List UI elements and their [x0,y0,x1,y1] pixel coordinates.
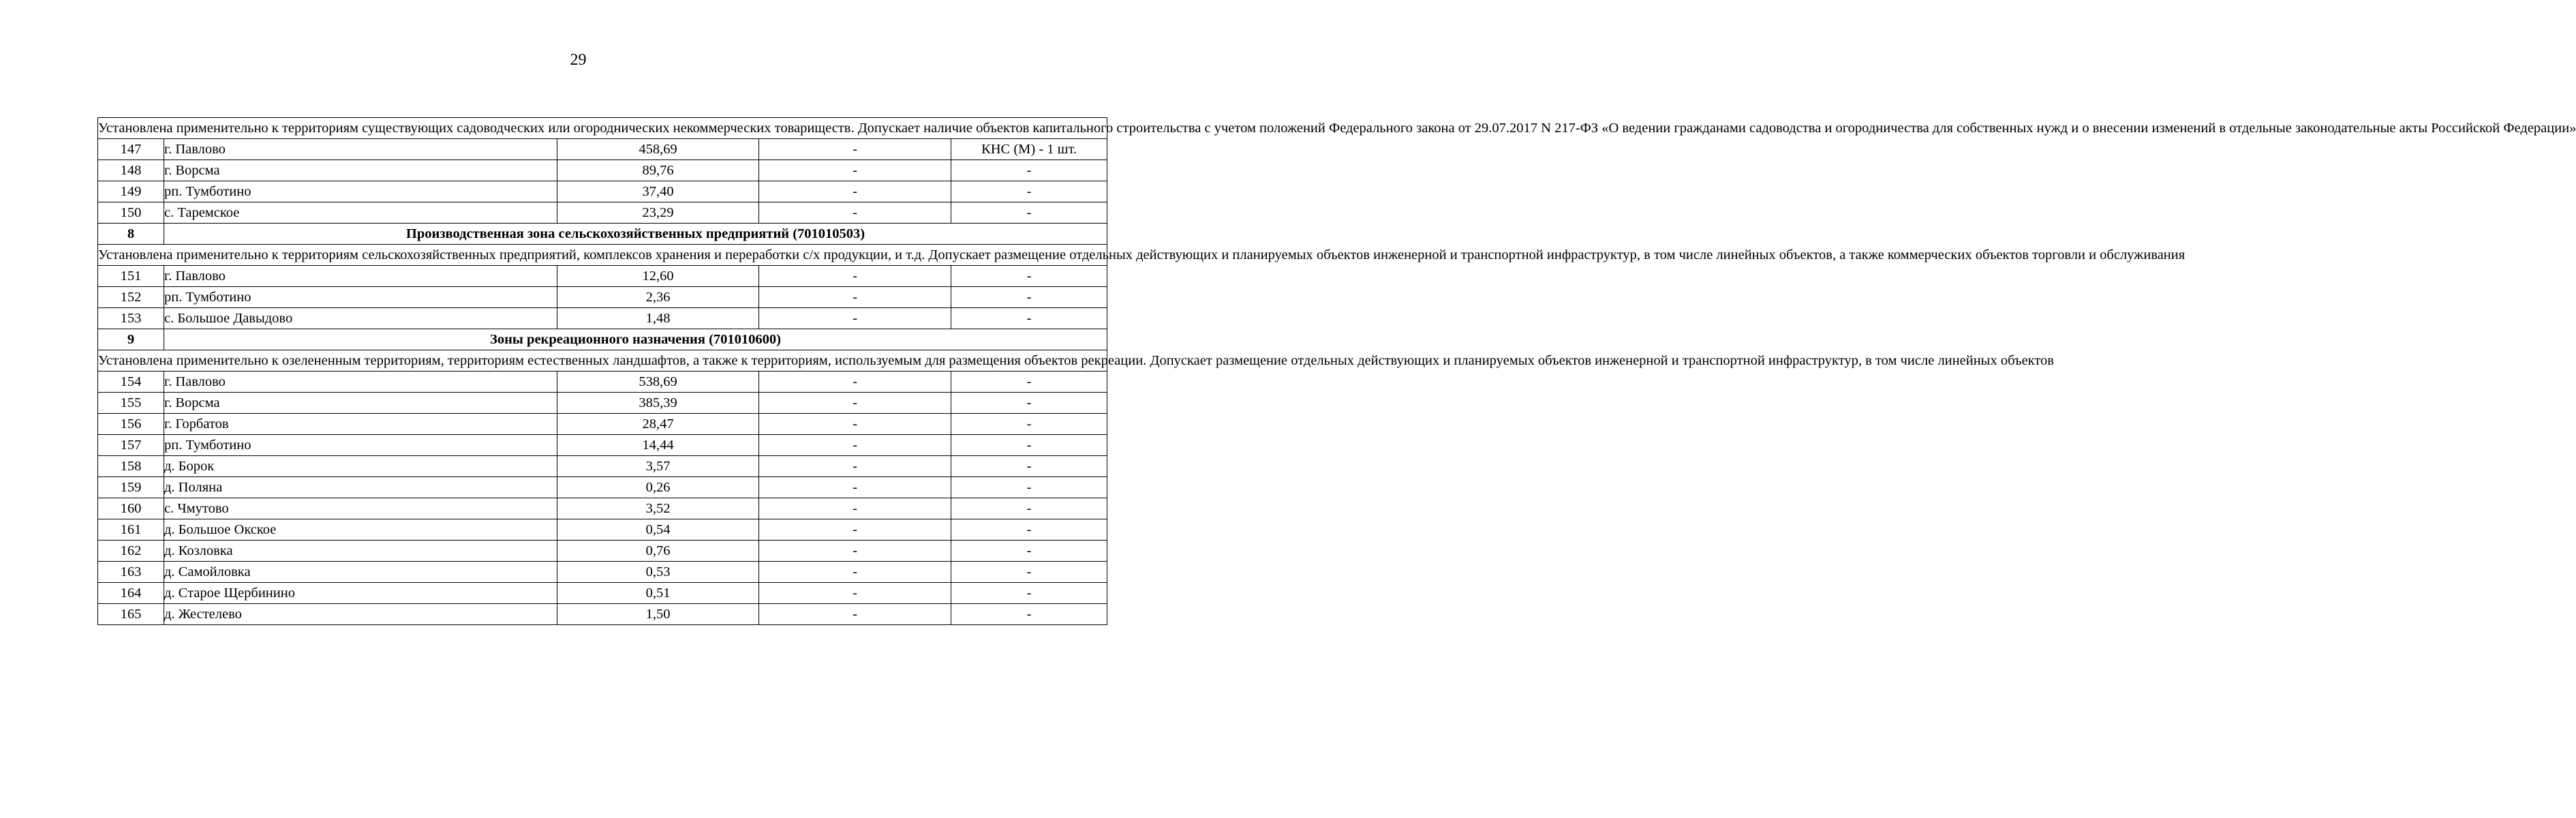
column-4-value: - [759,139,951,160]
column-4-value: - [759,181,951,202]
table-row [98,519,1107,541]
table-row [98,139,1107,160]
section-description: Установлена применительно к озелененным территориям, территориям естественных ландшафтов, а также к территориям, используемым для размещения объектов рекреации. Допускает размещение отдельных действующих и планируемых объектов инженерной и транспортной инфраструктур, в том числе линейных объектов [98,350,1107,372]
column-4-value: - [759,435,951,456]
column-4-value: - [759,287,951,308]
column-5-value: - [951,477,1107,498]
settlement-name: рп. Тумботино [164,181,557,202]
settlement-name: г. Павлово [164,372,557,393]
section-description: Установлена применительно к территориям существующих садоводческих или огороднических некоммерческих товариществ. Допускает наличие объектов капитального строительства с учетом положений Федерального закона от 29.07.2017 N 217-ФЗ «О ведении гражданами садоводства и огородничества для собственных нужд и о внесении изменений в отдельные законодательные акты Российской Федерации» [98,118,1107,139]
column-5-value: - [951,308,1107,329]
page-number: 29 [570,51,587,69]
row-number: 152 [98,287,164,308]
table-row [98,583,1107,604]
table-row [98,477,1107,498]
row-number: 156 [98,414,164,435]
row-number: 153 [98,308,164,329]
column-5-value: - [951,202,1107,224]
area-value: 2,36 [557,287,759,308]
row-number: 162 [98,541,164,562]
column-4-value: - [759,308,951,329]
column-5-value: КНС (М) - 1 шт. [951,139,1107,160]
table-row [98,287,1107,308]
section-description-row [98,245,1107,266]
row-number: 158 [98,456,164,477]
section-number: 9 [98,329,164,350]
area-value: 23,29 [557,202,759,224]
area-value: 3,57 [557,456,759,477]
row-number: 161 [98,519,164,541]
settlement-name: г. Павлово [164,139,557,160]
area-value: 1,50 [557,604,759,625]
section-title: Производственная зона сельскохозяйственных предприятий (701010503) [164,224,1107,245]
area-value: 12,60 [557,266,759,287]
table-row [98,202,1107,224]
area-value: 89,76 [557,160,759,181]
table-row [98,604,1107,625]
section-number: 8 [98,224,164,245]
column-4-value: - [759,202,951,224]
area-value: 538,69 [557,372,759,393]
column-5-value: - [951,519,1107,541]
table-row [98,562,1107,583]
settlement-name: д. Большое Окское [164,519,557,541]
area-value: 0,26 [557,477,759,498]
settlement-name: г. Горбатов [164,414,557,435]
column-5-value: - [951,372,1107,393]
column-4-value: - [759,541,951,562]
table-row [98,498,1107,519]
area-value: 1,48 [557,308,759,329]
row-number: 149 [98,181,164,202]
table-row [98,181,1107,202]
area-value: 0,54 [557,519,759,541]
settlement-name: рп. Тумботино [164,435,557,456]
column-5-value: - [951,266,1107,287]
table-row [98,372,1107,393]
column-4-value: - [759,372,951,393]
table-row [98,393,1107,414]
settlement-name: с. Таремское [164,202,557,224]
column-5-value: - [951,498,1107,519]
row-number: 164 [98,583,164,604]
settlement-name: с. Большое Давыдово [164,308,557,329]
column-5-value: - [951,604,1107,625]
section-description-row [98,350,1107,372]
settlement-name: г. Ворсма [164,160,557,181]
column-4-value: - [759,266,951,287]
column-4-value: - [759,604,951,625]
column-4-value: - [759,160,951,181]
row-number: 147 [98,139,164,160]
column-5-value: - [951,181,1107,202]
column-5-value: - [951,414,1107,435]
column-4-value: - [759,498,951,519]
column-4-value: - [759,414,951,435]
row-number: 154 [98,372,164,393]
area-value: 0,51 [557,583,759,604]
column-5-value: - [951,393,1107,414]
table-row [98,414,1107,435]
row-number: 150 [98,202,164,224]
table-row [98,435,1107,456]
settlement-name: с. Чмутово [164,498,557,519]
settlement-name: д. Самойловка [164,562,557,583]
settlement-name: г. Ворсма [164,393,557,414]
section-header-row [98,224,1107,245]
row-number: 148 [98,160,164,181]
area-value: 28,47 [557,414,759,435]
column-4-value: - [759,393,951,414]
settlement-name: рп. Тумботино [164,287,557,308]
section-description: Установлена применительно к территориям сельскохозяйственных предприятий, комплексов хранения и переработки с/х продукции, и т.д. Допускает размещение отдельных действующих и планируемых объектов инженерной и транспортной инфраструктур, в том числе линейных объектов, а также коммерческих объектов торговли и обслуживания [98,245,1107,266]
column-5-value: - [951,562,1107,583]
column-4-value: - [759,583,951,604]
column-5-value: - [951,456,1107,477]
column-4-value: - [759,562,951,583]
column-5-value: - [951,435,1107,456]
row-number: 157 [98,435,164,456]
settlement-name: д. Козловка [164,541,557,562]
row-number: 151 [98,266,164,287]
table-row [98,266,1107,287]
column-5-value: - [951,160,1107,181]
section-description-row [98,118,1107,139]
row-number: 163 [98,562,164,583]
settlement-name: д. Поляна [164,477,557,498]
row-number: 165 [98,604,164,625]
column-5-value: - [951,287,1107,308]
table-row [98,160,1107,181]
table-row [98,541,1107,562]
row-number: 155 [98,393,164,414]
area-value: 14,44 [557,435,759,456]
column-4-value: - [759,456,951,477]
area-value: 0,53 [557,562,759,583]
column-4-value: - [759,477,951,498]
column-4-value: - [759,519,951,541]
area-value: 458,69 [557,139,759,160]
table-row [98,456,1107,477]
row-number: 160 [98,498,164,519]
settlement-name: г. Павлово [164,266,557,287]
table-row [98,308,1107,329]
area-value: 37,40 [557,181,759,202]
section-header-row [98,329,1107,350]
section-title: Зоны рекреационного назначения (701010600) [164,329,1107,350]
zones-table [97,117,2576,625]
column-5-value: - [951,541,1107,562]
area-value: 0,76 [557,541,759,562]
row-number: 159 [98,477,164,498]
settlement-name: д. Старое Щербинино [164,583,557,604]
area-value: 385,39 [557,393,759,414]
column-5-value: - [951,583,1107,604]
settlement-name: д. Борок [164,456,557,477]
settlement-name: д. Жестелево [164,604,557,625]
area-value: 3,52 [557,498,759,519]
